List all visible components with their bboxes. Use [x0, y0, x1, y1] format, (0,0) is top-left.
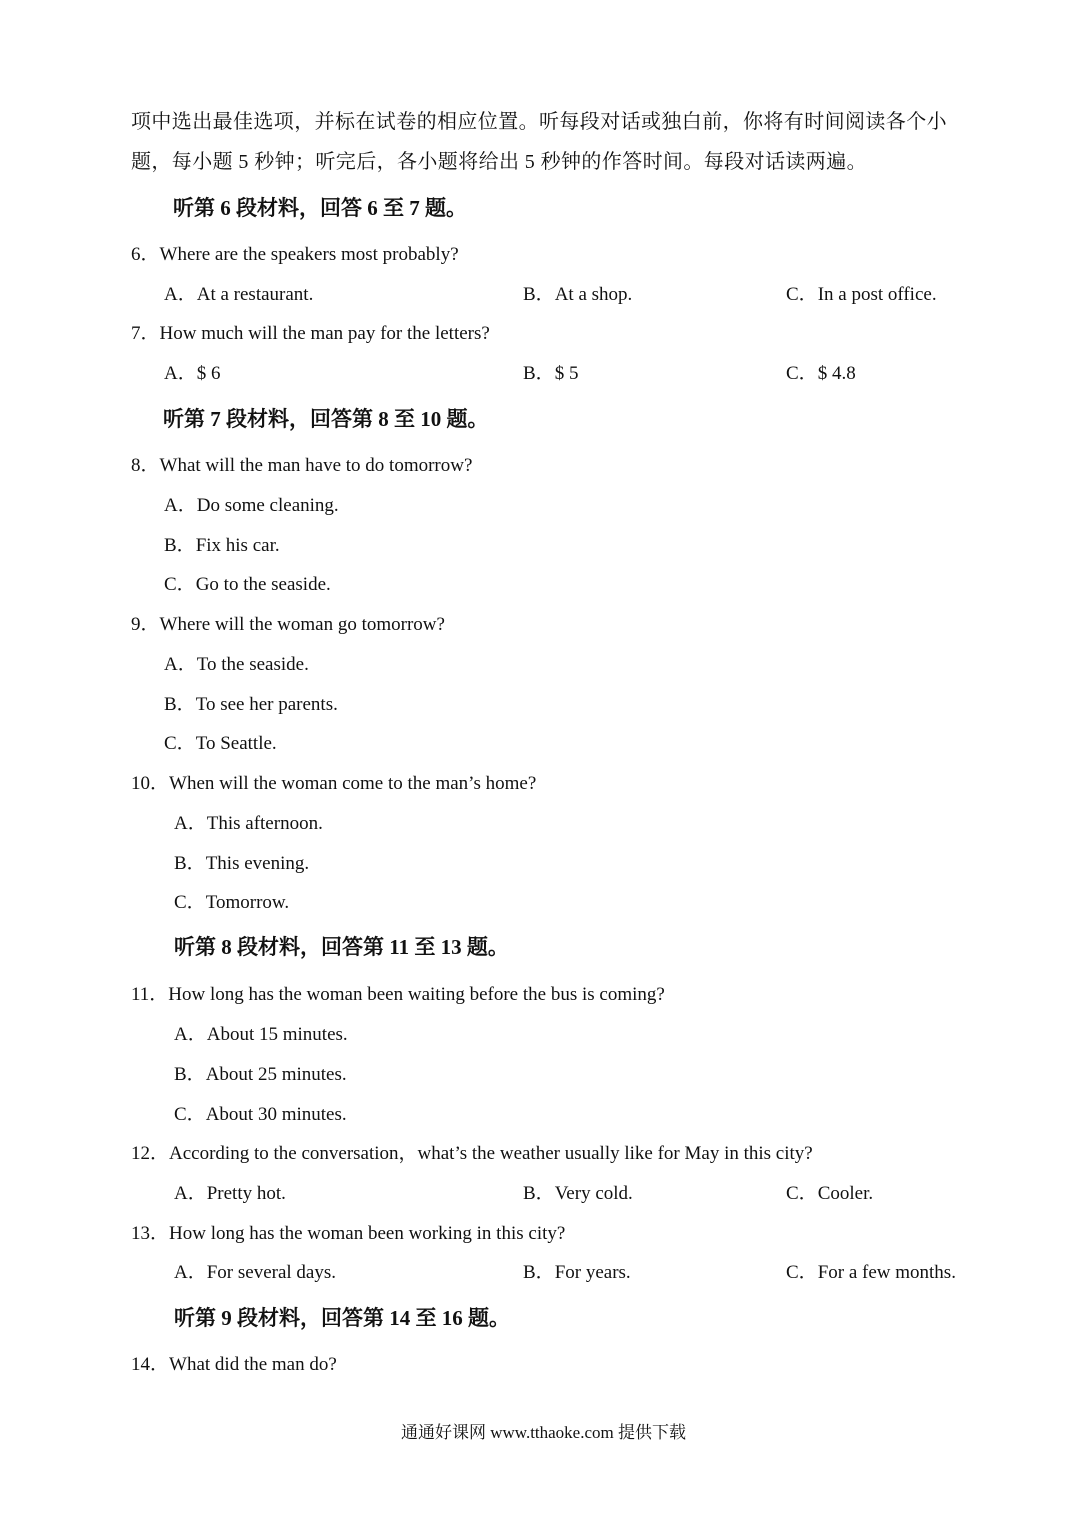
question-text: Where are the speakers most probably?: [159, 244, 459, 265]
question-12: [131, 1142, 813, 1166]
question-number: 9．: [131, 614, 160, 635]
option-11c: C．About 30 minutes.: [174, 1104, 347, 1125]
option-6c: C．In a post office.: [786, 284, 937, 305]
option-7b: B．$ 5: [523, 363, 579, 384]
option-13a: A．For several days.: [174, 1262, 337, 1283]
option-12b: B．Very cold.: [523, 1183, 633, 1204]
page-footer: 通通好课网 www.tthaoke.com 提供下载: [400, 1423, 687, 1442]
option-7a: A．$ 6: [164, 363, 221, 384]
question-text: Where will the woman go tomorrow?: [159, 614, 445, 635]
option-8b: B．Fix his car.: [164, 535, 280, 556]
option-13b: B．For years.: [523, 1262, 631, 1283]
question-number: 8．: [131, 455, 160, 476]
option-11b: B．About 25 minutes.: [174, 1064, 347, 1085]
option-9a: A．To the seaside.: [164, 654, 309, 675]
question-text: How much will the man pay for the letters?: [159, 323, 490, 344]
question-6: [131, 243, 459, 267]
question-number: 11．: [131, 984, 169, 1005]
question-text: According to the conversation，what’s the weather usually like for May in this city?: [169, 1143, 813, 1164]
option-9c: C．To Seattle.: [164, 733, 277, 754]
question-text: What will the man have to do tomorrow?: [159, 455, 473, 476]
option-6b: B．At a shop.: [523, 284, 633, 305]
option-12c: C．Cooler.: [786, 1183, 874, 1204]
question-number: 7．: [131, 323, 160, 344]
question-number: 6．: [131, 244, 160, 265]
option-6a: A．At a restaurant.: [164, 284, 314, 305]
option-7c: C．$ 4.8: [786, 363, 856, 384]
question-text: How long has the woman been waiting before the bus is coming?: [168, 984, 665, 1005]
option-13c: C．For a few months.: [786, 1262, 956, 1283]
question-9: [131, 613, 445, 637]
question-number: 13．: [131, 1223, 170, 1244]
question-number: 12．: [131, 1143, 170, 1164]
option-9b: B．To see her parents.: [164, 694, 338, 715]
question-text: What did the man do?: [169, 1354, 337, 1375]
question-8: [131, 454, 472, 478]
section-header-7: 听第 7 段材料，回答第 8 至 10 题。: [163, 407, 489, 431]
question-text: When will the woman come to the man’s home?: [169, 773, 537, 794]
question-10: [131, 772, 536, 796]
section-header-8: 听第 8 段材料，回答第 11 至 13 题。: [174, 935, 509, 959]
section-header-9: 听第 9 段材料，回答第 14 至 16 题。: [174, 1306, 510, 1330]
question-number: 10．: [131, 773, 170, 794]
option-10b: B．This evening.: [174, 853, 310, 874]
intro-line-2: 题，每小题 5 秒钟；听完后，各小题将给出 5 秒钟的作答时间。每段对话读两遍。: [131, 151, 867, 173]
option-11a: A．About 15 minutes.: [174, 1024, 348, 1045]
option-8c: C．Go to the seaside.: [164, 574, 331, 595]
option-8a: A．Do some cleaning.: [164, 495, 339, 516]
option-12a: A．Pretty hot.: [174, 1183, 286, 1204]
option-10c: C．Tomorrow.: [174, 892, 290, 913]
intro-line-1: 项中选出最佳选项，并标在试卷的相应位置。听每段对话或独白前，你将有时间阅读各个小: [131, 111, 947, 133]
question-11: [131, 983, 665, 1007]
section-header-6: 听第 6 段材料，回答 6 至 7 题。: [173, 196, 467, 220]
question-7: [131, 322, 490, 346]
question-13: [131, 1222, 565, 1246]
option-10a: A．This afternoon.: [174, 813, 323, 834]
question-14: [131, 1353, 337, 1377]
question-text: How long has the woman been working in this city?: [169, 1223, 566, 1244]
question-number: 14．: [131, 1354, 170, 1375]
